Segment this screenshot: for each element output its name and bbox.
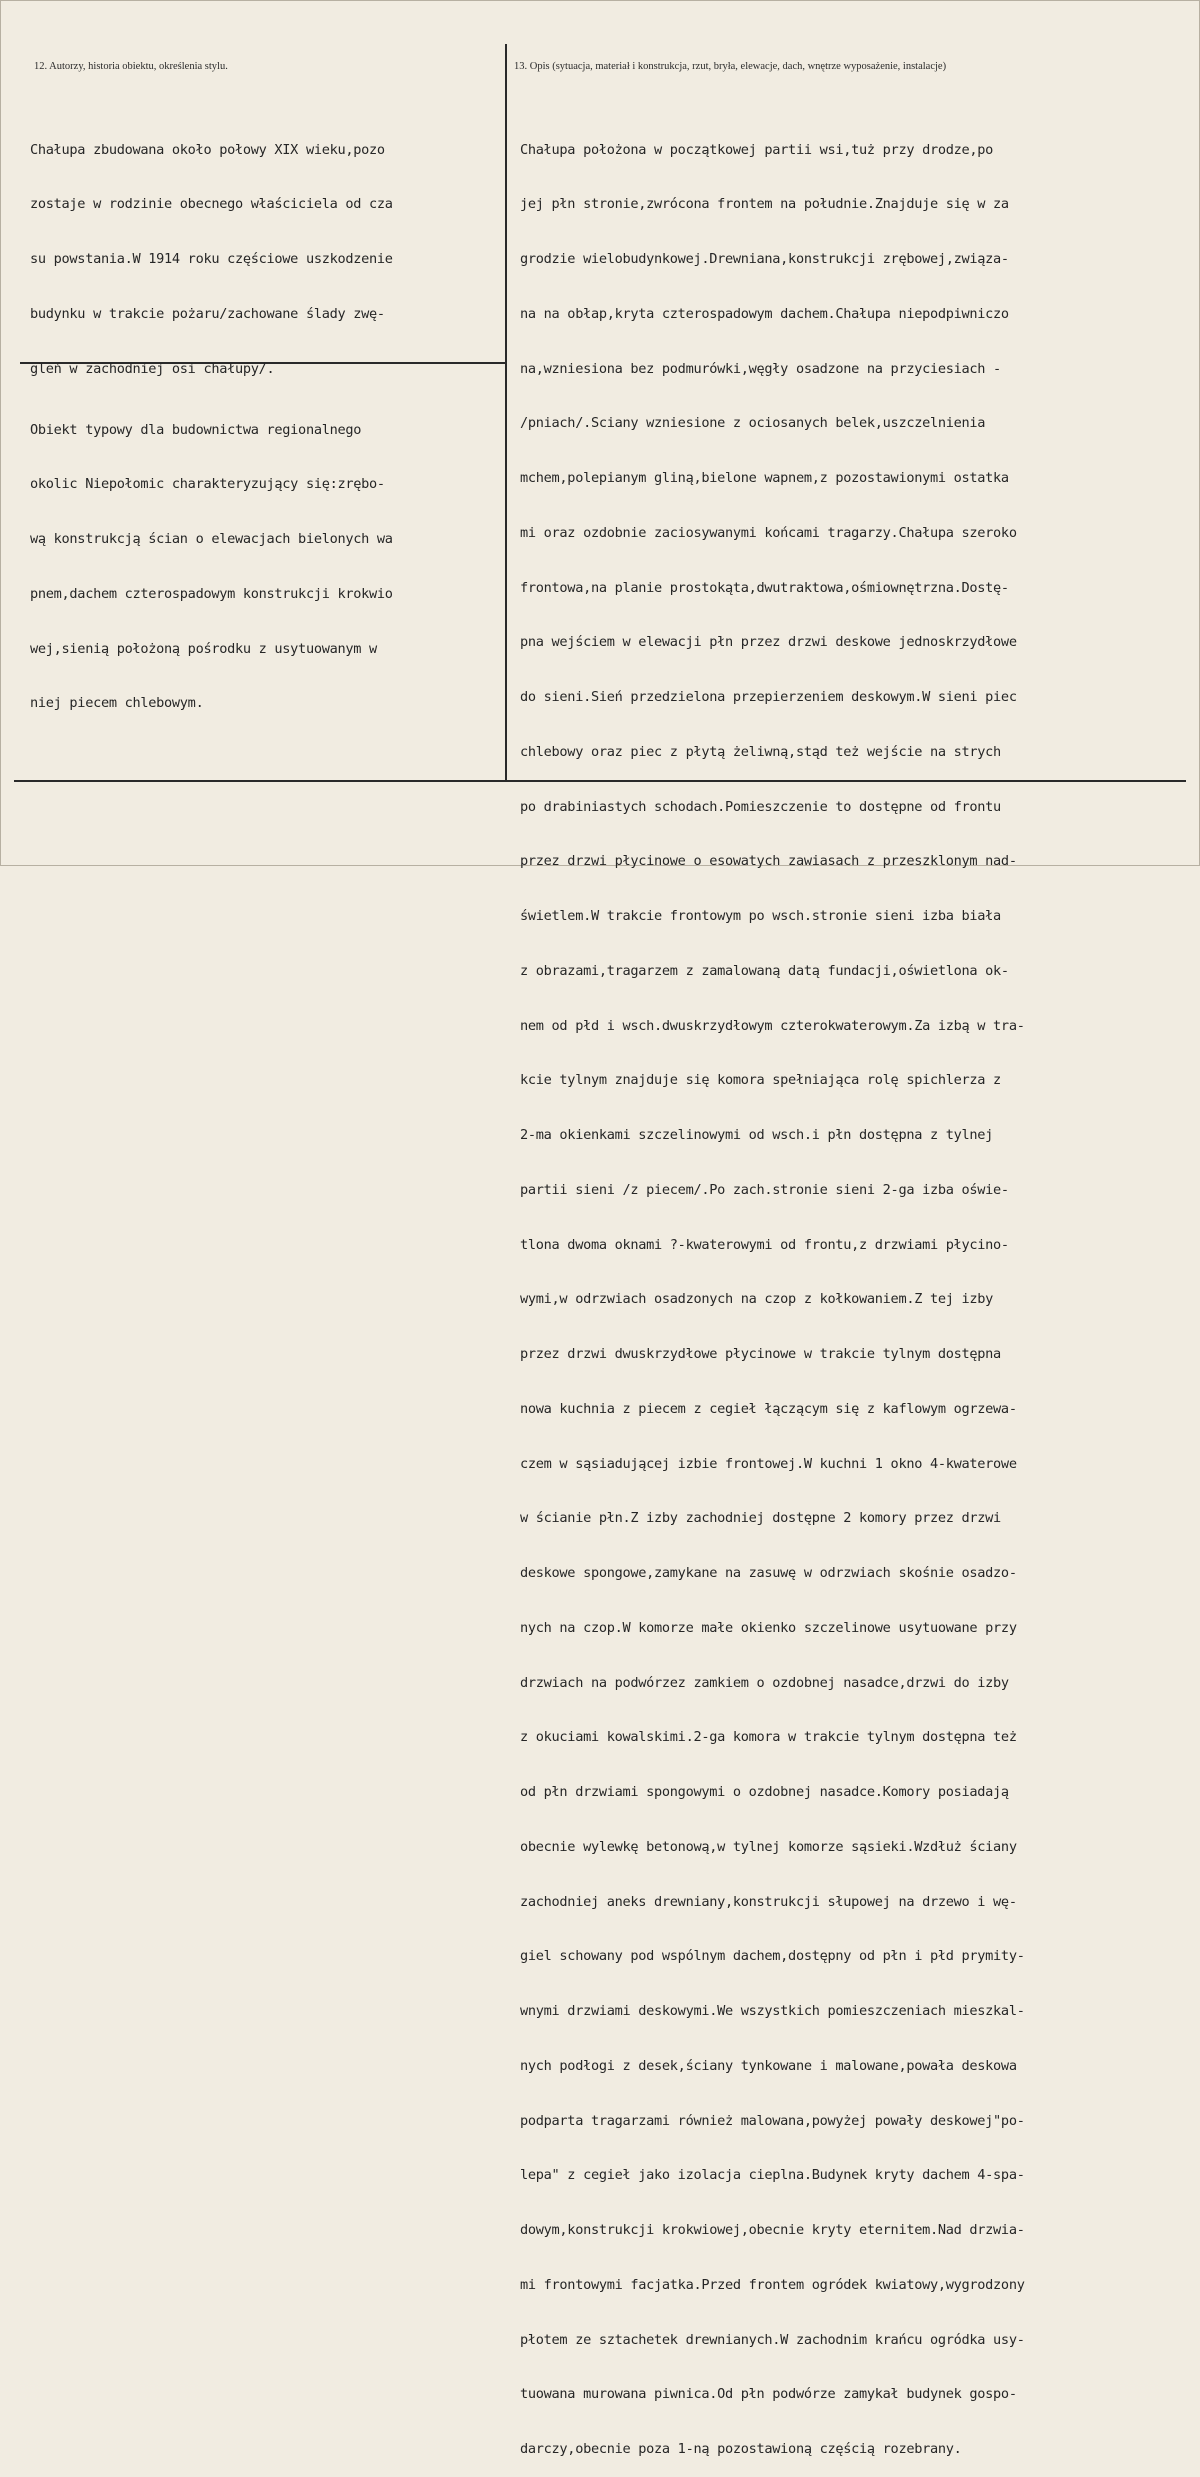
description-line: darczy,obecnie poza 1-ną pozostawioną częścią rozebrany. [520,2441,962,2457]
description-line: nowa kuchnia z piecem z cegieł łączącym się z kaflowym ogrzewa- [520,1400,1017,1417]
column-divider [505,44,507,782]
description-line: lepa" z cegieł jako izolacja cieplna.Budynek kryty dachem 4-spa- [520,2167,1025,2184]
description-line: od płn drzwiami spongowymi o ozdobnej nasadce.Komory posiadają [520,1784,1009,1800]
history-line: Chałupa zbudowana około połowy XIX wieku,pozo [30,141,385,158]
description-line: /pniach/.Sciany wzniesione z ociosanych belek,uszczelnienia [520,415,986,432]
description-line: wnymi drzwiami deskowymi.We wszystkich pomieszczeniach mieszkal- [520,2003,1025,2019]
description-line: 2-ma okienkami szczelinowymi od wsch.i płn dostępna z tylnej [520,1127,994,1143]
description-line: kcie tylnym znajduje się komora spełniająca rolę spichlerza z [520,1072,1001,1089]
style-line: wą konstrukcją ścian o elewacjach bielonych wa [30,531,393,547]
description-line: wymi,w odrzwiach osadzonych na czop z kołkowaniem.Z tej izby [520,1291,994,1308]
description-line: chlebowy oraz piec z płytą żeliwną,stąd też wejście na strych [520,743,1001,760]
style-line: niej piecem chlebowym. [30,695,204,712]
description-line: grodzie wielobudynkowej.Drewniana,konstrukcji zrębowej,związa- [520,251,1009,267]
description-line: przez drzwi płycinowe o esowatych zawiasach z przeszklonym nad- [520,853,1017,870]
description-line: zachodniej aneks drewniany,konstrukcji słupowej na drzewo i wę- [520,1893,1017,1910]
style-line: okolic Niepołomic charakteryzujący się:zrębo- [30,476,385,493]
style-text [30,384,393,731]
style-line: pnem,dachem czterospadowym konstrukcji krokwio [30,585,393,602]
description-line: mchem,polepianym gliną,bielone wapnem,z pozostawionymi ostatka [520,470,1009,486]
description-line: po drabiniastych schodach.Pomieszczenie to dostępne od frontu [520,798,1001,815]
history-line: zostaje w rodzinie obecnego właściciela od cza [30,196,393,213]
description-line: giel schowany pod wspólnym dachem,dostępny od płn i płd prymity- [520,1948,1025,1965]
description-line: płotem ze sztachetek drewnianych.W zachodnim krańcu ogródka usy- [520,2331,1025,2348]
description-line: przez drzwi dwuskrzydłowe płycinowe w trakcie tylnym dostępna [520,1346,1001,1362]
history-line: gleń w zachodniej osi chałupy/. [30,360,275,377]
history-line: su powstania.W 1914 roku częściowe uszkodzenie [30,251,393,267]
description-line: jej płn stronie,zwrócona frontem na południe.Znajduje się w za [520,196,1009,213]
description-line: pna wejściem w elewacji płn przez drzwi deskowe jednoskrzydłowe [520,634,1017,651]
description-line: na na obłap,kryta czterospadowym dachem.Chałupa niepodpiwniczo [520,305,1009,322]
description-line: dowym,konstrukcji krokwiowej,obecnie kryty eternitem.Nad drzwia- [520,2222,1025,2238]
description-text [520,104,1025,2477]
description-line: nych podłogi z desek,ściany tynkowane i malowane,powała deskowa [520,2057,1017,2074]
history-text [30,104,393,396]
description-line: deskowe spongowe,zamykane na zasuwę w odrzwiach skośnie osadzo- [520,1565,1017,1581]
history-line: budynku w trakcie pożaru/zachowane ślady zwę- [30,305,385,322]
field-13-label: 13. Opis (sytuacja, materiał i konstrukcja, rzut, bryła, elewacje, dach, wnętrze wyposażenie, instalacje) [514,61,947,72]
description-line: Chałupa położona w początkowej partii wsi,tuż przy drodze,po [520,141,994,158]
description-line: nem od płd i wsch.dwuskrzydłowym czterokwaterowym.Za izbą w tra- [520,1017,1025,1034]
description-line: mi oraz ozdobnie zaciosywanymi końcami tragarzy.Chałupa szeroko [520,524,1017,541]
description-line: frontowa,na planie prostokąta,dwutraktowa,ośmiownętrzna.Dostę- [520,579,1009,596]
description-line: obecnie wylewkę betonową,w tylnej komorze sąsieki.Wzdłuż ściany [520,1838,1017,1855]
description-line: do sieni.Sień przedzielona przepierzeniem deskowym.W sieni piec [520,689,1017,705]
style-line: Obiekt typowy dla budownictwa regionalnego [30,421,362,438]
description-line: tlona dwoma oknami ?-kwaterowymi od frontu,z drzwiami płycino- [520,1236,1009,1253]
field-12-label: 12. Autorzy, historia obiektu, określenia stylu. [34,61,228,72]
description-line: w ścianie płn.Z izby zachodniej dostępne 2 komory przez drzwi [520,1510,1001,1527]
description-line: tuowana murowana piwnica.Od płn podwórze zamykał budynek gospo- [520,2386,1017,2403]
style-line: wej,sienią położoną pośrodku z usytuowanym w [30,640,377,657]
description-line: mi frontowymi facjatka.Przed frontem ogródek kwiatowy,wygrodzony [520,2276,1025,2293]
description-line: z okuciami kowalskimi.2-ga komora w trakcie tylnym dostępna też [520,1729,1017,1746]
description-line: partii sieni /z piecem/.Po zach.stronie sieni 2-ga izba oświe- [520,1181,1009,1198]
description-line: na,wzniesiona bez podmurówki,węgły osadzone na przyciesiach - [520,360,1001,377]
description-line: drzwiach na podwórzez zamkiem o ozdobnej nasadce,drzwi do izby [520,1674,1009,1691]
description-line: nych na czop.W komorze małe okienko szczelinowe usytuowane przy [520,1619,1017,1636]
description-line: podparta tragarzami również malowana,powyżej powały deskowej"po- [520,2112,1025,2129]
description-line: czem w sąsiadującej izbie frontowej.W kuchni 1 okno 4-kwaterowe [520,1455,1017,1472]
description-line: z obrazami,tragarzem z zamalowaną datą fundacji,oświetlona ok- [520,962,1009,979]
description-line: świetlem.W trakcie frontowym po wsch.stronie sieni izba biała [520,908,1001,924]
